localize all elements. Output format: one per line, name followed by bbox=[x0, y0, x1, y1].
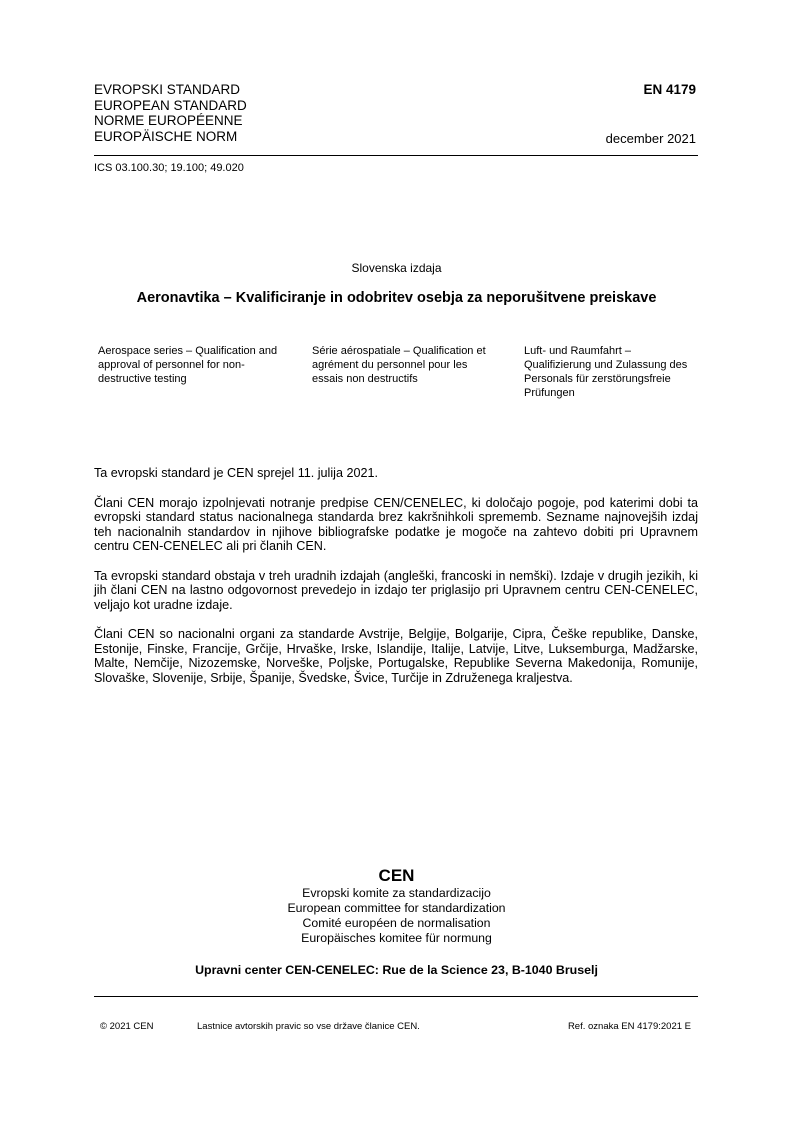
adoption-paragraph: Ta evropski standard je CEN sprejel 11. julija 2021. bbox=[94, 466, 378, 480]
footer-divider bbox=[94, 996, 698, 997]
standard-name-sl: EVROPSKI STANDARD bbox=[94, 82, 241, 97]
standard-name-fr: NORME EUROPÉENNE bbox=[94, 113, 243, 128]
standard-names bbox=[94, 82, 247, 144]
header-divider bbox=[94, 155, 698, 156]
cen-title: CEN bbox=[378, 866, 415, 885]
footer-reference: Ref. oznaka EN 4179:2021 E bbox=[567, 1021, 691, 1032]
management-centre-address: Upravni center CEN-CENELEC: Rue de la Science 23, B-1040 Bruselj bbox=[195, 963, 598, 977]
footer-rights: Lastnice avtorskih pravic so vse države članice CEN. bbox=[197, 1021, 420, 1032]
title-english: Aerospace series – Qualification and approval of personnel for non-destructive testing bbox=[98, 345, 278, 385]
cen-block bbox=[0, 866, 793, 946]
cen-name-fr: Comité européen de normalisation bbox=[302, 916, 491, 930]
cen-name-de: Europäisches komitee für normung bbox=[301, 931, 492, 945]
members-paragraph: Člani CEN so nacionalni organi za standarde Avstrije, Belgije, Bolgarije, Cipra, Češke republike, Danske, Estonije, Finske, Francije, Grčije, Hrvaške, Irske, Islandije, Italije, Latvije, Litve, Luksemburga, Madžarske, Malte, Nemčije, Nizozemske, Norveške, Poljske, Portugalske, Republike Severna Makedonija, Romunije, Slovaške, Slovenije, Srbije, Španije, Švedske, Švice, Turčije in Združenega kraljestva. bbox=[94, 627, 698, 685]
title-german: Luft- und Raumfahrt – Qualifizierung und Zulassung des Personals für zerstörungsfreie Prüfungen bbox=[524, 345, 688, 399]
cen-name-en: European committee for standardization bbox=[287, 901, 506, 915]
edition-label: Slovenska izdaja bbox=[351, 261, 442, 275]
standard-name-en: EUROPEAN STANDARD bbox=[94, 97, 247, 113]
standard-name-de: EUROPÄISCHE NORM bbox=[94, 128, 238, 144]
body-text bbox=[94, 466, 698, 700]
ics-codes: ICS 03.100.30; 19.100; 49.020 bbox=[94, 162, 244, 174]
internal-regulations-paragraph: Člani CEN morajo izpolnjevati notranje predpise CEN/CENELEC, ki določajo pogoje, pod katerimi dobi ta evropski standard status nacionalnega standarda brez kakršnihkoli sprememb. Sezname najnovejših izdaj teh nacionalnih standardov in njihove bibliografske podatke je mogoče na zahtevo dobiti pri Upravnem centru CEN-CENELEC ali pri članih CEN. bbox=[94, 495, 698, 553]
standard-number: EN 4179 bbox=[643, 82, 696, 97]
footer-copyright: © 2021 CEN bbox=[100, 1021, 154, 1032]
publication-date: december 2021 bbox=[605, 131, 696, 146]
official-versions-paragraph: Ta evropski standard obstaja v treh uradnih izdajah (angleški, francoski in nemški). Izdaje v drugih jezikih, ki jih člani CEN na lastno odgovornost prevedejo in izdajo ter priglasijo pri Upravnem centru CEN-CENELEC, veljajo kot uradne izdaje. bbox=[94, 568, 698, 612]
title-french: Série aérospatiale – Qualification et agrément du personnel pour les essais non destructifs bbox=[312, 345, 486, 385]
cen-name-sl: Evropski komite za standardizacijo bbox=[302, 886, 491, 900]
document-title: Aeronavtika – Kvalificiranje in odobritev osebja za neporušitvene preiskave bbox=[136, 290, 657, 306]
